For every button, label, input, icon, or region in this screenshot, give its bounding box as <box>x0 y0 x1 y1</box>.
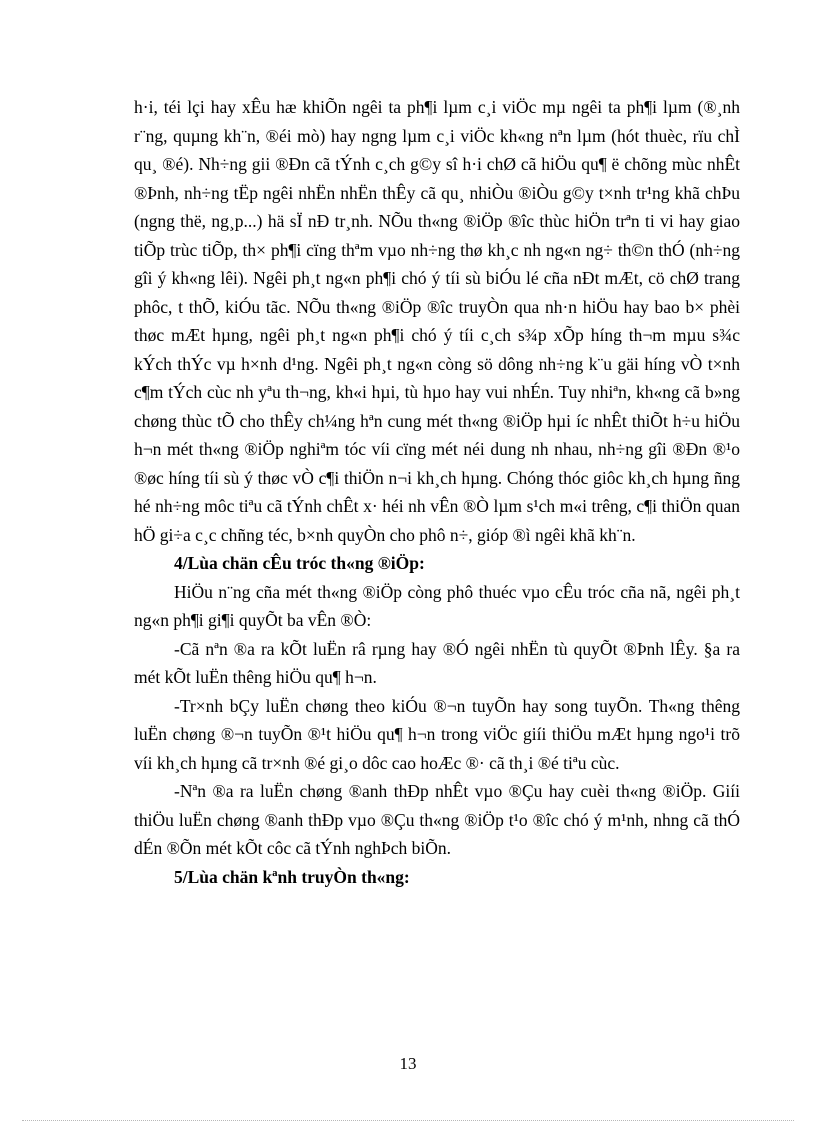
footer-divider <box>22 1120 794 1121</box>
page-body <box>134 93 740 891</box>
body-paragraph-1: h·i, téi lçi hay xÊu hæ khiÕn ngêi ta ph¶i lµm c¸i viÖc mµ ngêi ta ph¶i lµm (®¸nh r¨ng, quµng kh¨n, ®éi mò) hay ngng lµm c¸i viÖc kh«ng nªn lµm (hót thuèc, rïu chÌ qu¸ ®é). Nh÷ng gii ®Ðn cã tÝnh c¸ch g©y sî h·i chØ cã hiÖu qu¶ ë chõng mùc nhÊt ®Þnh, nh÷ng tËp ngêi nhËn nhËn thÊy cã qu¸ nhiÒu ®iÒu g©y t×nh tr¹ng khã chÞu (ngng thë, ng¸p...) hä sÏ nÐ tr¸nh. NÕu th«ng ®iÖp ®îc thùc hiÖn trªn ti vi hay giao tiÕp trùc tiÕp, th× ph¶i cïng thªm vµo nh÷ng thø kh¸c nh ng«n ng÷ th©n thÓ (nh÷ng gîi ý kh«ng lêi). Ngêi ph¸t ng«n ph¶i chó ý tíi sù biÓu lé cña nÐt mÆt, cö chØ trang phôc, t thÕ, kiÓu tãc. NÕu th«ng ®iÖp ®îc truyÒn qua nh·n hiÖu hay bao b× phèi thøc mÆt hµng, ngêi ph¸t ng«n ph¶i chó ý tíi c¸ch s¾p xÕp híng th¬m mµu s¾c kÝch thÝc vµ h×nh d¹ng. Ngêi ph¸t ng«n còng sö dông nh÷ng k¨u gäi híng vÒ t×nh c¶m tÝch cùc nh yªu th¬ng, kh«i hµi, tù hµo hay vui nhÉn. Tuy nhiªn, kh«ng cã b»ng chøng thùc tÕ cho thÊy ch¼ng hªn cung mét th«ng ®iÖp hµi íc nhÊt thiÕt h÷u hiÖu h¬n mét th«ng ®iÖp nghiªm tóc víi cïng mét néi dung nh nhau, nh÷ng gîi ®Ðn ®¹o ®øc híng tíi sù ý thøc vÒ c¶i thiÖn n¬i kh¸ch hµng. Chóng thóc giôc kh¸ch hµng ñng hé nh÷ng môc tiªu cã tÝnh chÊt x· héi nh vÊn ®Ò lµm s¹ch m«i trêng, c¶i thiÖn quan hÖ gi÷a c¸c chñng téc, b×nh quyÒn cho phô n÷, gióp ®ì ngêi khã kh¨n. <box>134 97 740 545</box>
body-paragraph-2: HiÖu n¨ng cña mét th«ng ®iÖp còng phô thuéc vµo cÊu tróc cña nã, ngêi ph¸t ng«n ph¶i gi¶i quyÕt ba vÊn ®Ò: <box>134 581 740 630</box>
body-paragraph-3: -Cã nªn ®a ra kÕt luËn râ rµng hay ®Ó ngêi nhËn tù quyÕt ®Þnh lÊy. §a ra mét kÕt luËn thêng hiÖu qu¶ h¬n. <box>134 638 740 687</box>
body-paragraph-4: -Tr×nh bÇy luËn chøng theo kiÓu ®¬n tuyÕn hay song tuyÕn. Th«ng thêng luËn chøng ®¬n tuyÕn ®¹t hiÖu qu¶ h¬n trong viÖc giíi thiÖu mÆt hµng ngo¹i trõ víi kh¸ch hµng cã tr×nh ®é gi¸o dôc cao hoÆc ®· cã th¸i ®é tiªu cùc. <box>134 695 740 773</box>
body-paragraph-5: -Nªn ®a ra luËn chøng ®anh thÐp nhÊt vµo ®Çu hay cuèi th«ng ®iÖp. Giíi thiÖu luËn chøng ®anh thÐp vµo ®Çu th«ng ®iÖp t¹o ®îc chó ý m¹nh, nhng cã thÓ dÉn ®Õn mét kÕt côc cã tÝnh nghÞch biÕn. <box>134 781 740 858</box>
section-heading-4: 4/Lùa chän cÊu tróc th«ng ®iÖp: <box>174 553 425 573</box>
page-number: 13 <box>399 1054 417 1073</box>
section-heading-5: 5/Lùa chän kªnh truyÒn th«ng: <box>174 866 410 887</box>
